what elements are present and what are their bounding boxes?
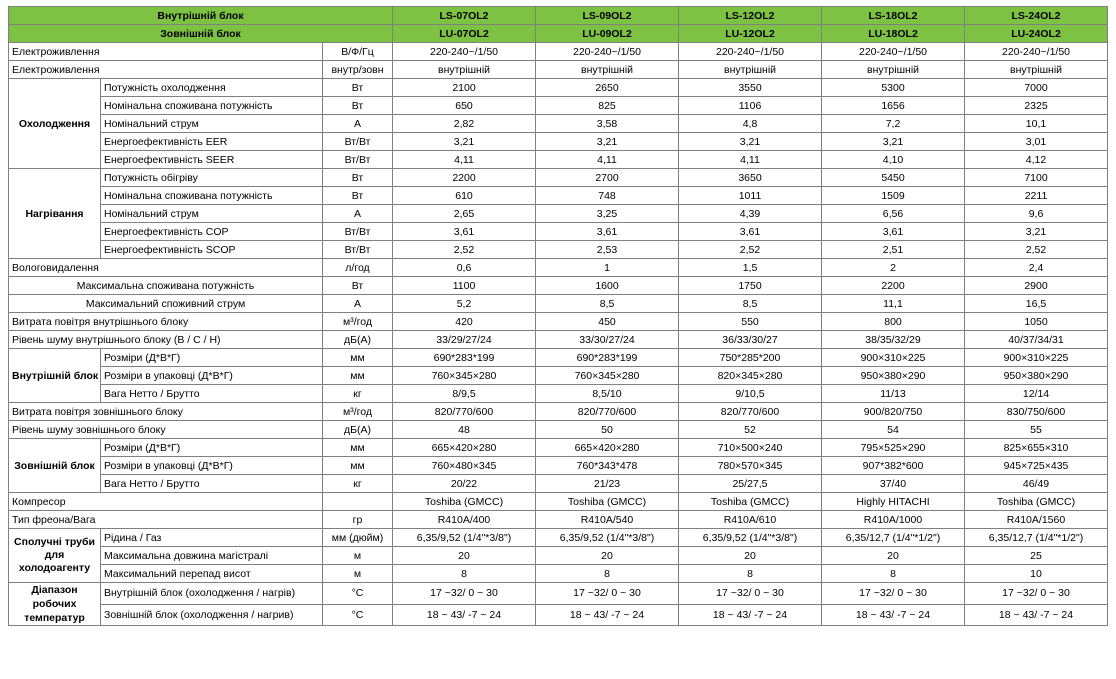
- row-unit: кг: [323, 475, 393, 493]
- row-value-3: 20: [822, 547, 965, 565]
- row-value-4: 830/750/600: [965, 403, 1108, 421]
- row-value-4: 950×380×290: [965, 367, 1108, 385]
- table-row: [9, 187, 1108, 205]
- row-value-2: 25/27,5: [679, 475, 822, 493]
- row-value-0: 1100: [393, 277, 536, 295]
- row-label: Потужність обігріву: [101, 169, 323, 187]
- row-value-0: 5,2: [393, 295, 536, 313]
- row-value-2: 9/10,5: [679, 385, 822, 403]
- row-unit: А: [323, 115, 393, 133]
- group-label-operating-range: Діапазон робочих температур: [9, 583, 101, 626]
- row-unit: м³/год: [323, 313, 393, 331]
- table-header-indoor: [9, 7, 1108, 25]
- group-label-cooling: Охолодження: [9, 79, 101, 169]
- row-value-1: 8,5/10: [536, 385, 679, 403]
- row-value-4: 18 ~ 43/ -7 ~ 24: [965, 604, 1108, 626]
- row-value-4: 55: [965, 421, 1108, 439]
- row-unit: дБ(А): [323, 331, 393, 349]
- row-value-1: 6,35/9,52 (1/4"*3/8"): [536, 529, 679, 547]
- header-indoor-label: Внутрішній блок: [9, 7, 393, 25]
- row-label: Номінальний струм: [101, 205, 323, 223]
- table-row: [9, 565, 1108, 583]
- row-value-2: 3650: [679, 169, 822, 187]
- row-value-2: 780×570×345: [679, 457, 822, 475]
- row-label: Розміри (Д*В*Г): [101, 439, 323, 457]
- row-value-3: 2200: [822, 277, 965, 295]
- row-value-1: 3,25: [536, 205, 679, 223]
- table-row: [9, 421, 1108, 439]
- row-value-3: 38/35/32/29: [822, 331, 965, 349]
- row-value-1: 220-240~/1/50: [536, 43, 679, 61]
- row-label: Потужність охолодження: [101, 79, 323, 97]
- table-row: [9, 295, 1108, 313]
- header-model-outdoor-3: LU-18OL2: [822, 25, 965, 43]
- row-value-4: 6,35/12,7 (1/4"*1/2"): [965, 529, 1108, 547]
- row-value-3: Highly HITACHI: [822, 493, 965, 511]
- row-value-3: 2,51: [822, 241, 965, 259]
- row-value-1: 825: [536, 97, 679, 115]
- row-value-1: R410A/540: [536, 511, 679, 529]
- row-unit: гр: [323, 511, 393, 529]
- table-header-outdoor: [9, 25, 1108, 43]
- row-value-2: 710×500×240: [679, 439, 822, 457]
- row-label: Енергоефективність SCOP: [101, 241, 323, 259]
- header-model-indoor-2: LS-12OL2: [679, 7, 822, 25]
- header-model-indoor-3: LS-18OL2: [822, 7, 965, 25]
- row-value-3: 4,10: [822, 151, 965, 169]
- row-value-0: 690*283*199: [393, 349, 536, 367]
- row-value-2: 220-240~/1/50: [679, 43, 822, 61]
- row-value-2: 4,8: [679, 115, 822, 133]
- row-value-2: 1106: [679, 97, 822, 115]
- row-value-2: 52: [679, 421, 822, 439]
- row-value-2: 1011: [679, 187, 822, 205]
- row-label: Максимальний споживний струм: [9, 295, 323, 313]
- row-value-3: 17 ~32/ 0 ~ 30: [822, 583, 965, 605]
- row-label: Тип фреона/Вага: [9, 511, 323, 529]
- row-unit: °С: [323, 583, 393, 605]
- row-label: Вологовидалення: [9, 259, 323, 277]
- row-unit: Вт: [323, 277, 393, 295]
- row-value-4: 2,52: [965, 241, 1108, 259]
- row-value-0: 6,35/9,52 (1/4"*3/8"): [393, 529, 536, 547]
- row-value-3: 220-240~/1/50: [822, 43, 965, 61]
- table-row: [9, 259, 1108, 277]
- row-value-3: 5450: [822, 169, 965, 187]
- row-value-0: 220-240~/1/50: [393, 43, 536, 61]
- row-value-1: 690*283*199: [536, 349, 679, 367]
- row-value-0: 0,6: [393, 259, 536, 277]
- row-value-1: 748: [536, 187, 679, 205]
- row-unit: Вт/Вт: [323, 241, 393, 259]
- row-unit: м: [323, 565, 393, 583]
- row-value-4: 220-240~/1/50: [965, 43, 1108, 61]
- header-model-indoor-0: LS-07OL2: [393, 7, 536, 25]
- row-unit: мм: [323, 457, 393, 475]
- table-row: [9, 241, 1108, 259]
- row-value-2: 4,39: [679, 205, 822, 223]
- row-value-2: 17 ~32/ 0 ~ 30: [679, 583, 822, 605]
- row-label: Вага Нетто / Брутто: [101, 385, 323, 403]
- row-value-4: 3,01: [965, 133, 1108, 151]
- table-row: [9, 439, 1108, 457]
- row-value-4: 900×310×225: [965, 349, 1108, 367]
- header-model-outdoor-0: LU-07OL2: [393, 25, 536, 43]
- row-value-4: 10: [965, 565, 1108, 583]
- row-value-4: 2325: [965, 97, 1108, 115]
- row-value-4: 945×725×435: [965, 457, 1108, 475]
- table-row: [9, 547, 1108, 565]
- row-label: Енергоефективність COP: [101, 223, 323, 241]
- row-label: Максимальна споживана потужність: [9, 277, 323, 295]
- row-label: Рівень шуму зовнішнього блоку: [9, 421, 323, 439]
- table-row: [9, 493, 1108, 511]
- row-value-2: 8: [679, 565, 822, 583]
- row-label: Вага Нетто / Брутто: [101, 475, 323, 493]
- row-unit: Вт/Вт: [323, 223, 393, 241]
- row-unit: мм (дюйм): [323, 529, 393, 547]
- row-value-2: 6,35/9,52 (1/4"*3/8"): [679, 529, 822, 547]
- row-value-3: 11/13: [822, 385, 965, 403]
- row-value-0: 2,82: [393, 115, 536, 133]
- row-value-2: 3,61: [679, 223, 822, 241]
- row-value-4: 9,6: [965, 205, 1108, 223]
- row-unit: м: [323, 547, 393, 565]
- row-value-1: 33/30/27/24: [536, 331, 679, 349]
- row-unit: В/Ф/Гц: [323, 43, 393, 61]
- row-value-3: 900×310×225: [822, 349, 965, 367]
- row-value-3: 11,1: [822, 295, 965, 313]
- group-label-outdoor-unit: Зовнішній блок: [9, 439, 101, 493]
- row-value-3: 5300: [822, 79, 965, 97]
- table-row: [9, 403, 1108, 421]
- row-value-3: 18 ~ 43/ -7 ~ 24: [822, 604, 965, 626]
- row-value-0: 760×345×280: [393, 367, 536, 385]
- row-value-1: 21/23: [536, 475, 679, 493]
- row-value-4: 17 ~32/ 0 ~ 30: [965, 583, 1108, 605]
- header-model-outdoor-2: LU-12OL2: [679, 25, 822, 43]
- group-label-heating: Нагрівання: [9, 169, 101, 259]
- row-value-0: 2200: [393, 169, 536, 187]
- row-value-2: внутрішній: [679, 61, 822, 79]
- row-unit: Вт: [323, 169, 393, 187]
- row-value-1: 8: [536, 565, 679, 583]
- row-value-0: 820/770/600: [393, 403, 536, 421]
- row-value-4: R410A/1560: [965, 511, 1108, 529]
- row-value-1: 450: [536, 313, 679, 331]
- row-value-0: Toshiba (GMCC): [393, 493, 536, 511]
- row-label: Максимальна довжина магістралі: [101, 547, 323, 565]
- header-model-indoor-4: LS-24OL2: [965, 7, 1108, 25]
- row-value-2: Toshiba (GMCC): [679, 493, 822, 511]
- table-row: [9, 223, 1108, 241]
- header-outdoor-label: Зовнішній блок: [9, 25, 393, 43]
- row-unit: л/год: [323, 259, 393, 277]
- row-value-3: 907*382*600: [822, 457, 965, 475]
- row-value-1: 17 ~32/ 0 ~ 30: [536, 583, 679, 605]
- row-value-0: 420: [393, 313, 536, 331]
- row-unit: мм: [323, 367, 393, 385]
- row-unit: кг: [323, 385, 393, 403]
- row-value-0: 18 ~ 43/ -7 ~ 24: [393, 604, 536, 626]
- row-label: Електроживлення: [9, 43, 323, 61]
- row-value-2: 3550: [679, 79, 822, 97]
- row-value-0: 2,52: [393, 241, 536, 259]
- row-value-1: 50: [536, 421, 679, 439]
- row-value-0: 760×480×345: [393, 457, 536, 475]
- row-value-2: 550: [679, 313, 822, 331]
- row-value-2: 2,52: [679, 241, 822, 259]
- row-label: Рівень шуму внутрішнього блоку (В / С / Н): [9, 331, 323, 349]
- row-value-0: 2,65: [393, 205, 536, 223]
- row-value-3: 1656: [822, 97, 965, 115]
- table-row: [9, 583, 1108, 605]
- row-value-2: 1,5: [679, 259, 822, 277]
- table-row: [9, 277, 1108, 295]
- row-value-2: 820/770/600: [679, 403, 822, 421]
- row-unit: Вт: [323, 187, 393, 205]
- row-value-0: 3,61: [393, 223, 536, 241]
- row-unit: Вт: [323, 79, 393, 97]
- row-value-3: 800: [822, 313, 965, 331]
- row-value-4: 12/14: [965, 385, 1108, 403]
- row-value-2: 8,5: [679, 295, 822, 313]
- row-unit: [323, 493, 393, 511]
- table-row: [9, 367, 1108, 385]
- row-label: Внутрішній блок (охолодження / нагрів): [101, 583, 323, 605]
- row-value-3: 7,2: [822, 115, 965, 133]
- row-value-1: 8,5: [536, 295, 679, 313]
- row-label: Розміри в упаковці (Д*В*Г): [101, 457, 323, 475]
- row-value-1: 3,21: [536, 133, 679, 151]
- row-value-1: Toshiba (GMCC): [536, 493, 679, 511]
- row-value-3: 950×380×290: [822, 367, 965, 385]
- row-value-1: 3,61: [536, 223, 679, 241]
- row-label: Розміри (Д*В*Г): [101, 349, 323, 367]
- row-value-0: 2100: [393, 79, 536, 97]
- row-value-0: 610: [393, 187, 536, 205]
- row-value-3: 1509: [822, 187, 965, 205]
- row-value-4: 2,4: [965, 259, 1108, 277]
- row-label: Номінальний струм: [101, 115, 323, 133]
- row-value-2: 18 ~ 43/ -7 ~ 24: [679, 604, 822, 626]
- row-unit: м³/год: [323, 403, 393, 421]
- table-row: [9, 385, 1108, 403]
- row-value-1: 18 ~ 43/ -7 ~ 24: [536, 604, 679, 626]
- table-row: [9, 133, 1108, 151]
- row-value-1: 2,53: [536, 241, 679, 259]
- row-value-1: 820/770/600: [536, 403, 679, 421]
- row-value-4: 16,5: [965, 295, 1108, 313]
- row-value-4: внутрішній: [965, 61, 1108, 79]
- row-value-3: 3,61: [822, 223, 965, 241]
- row-value-1: 1600: [536, 277, 679, 295]
- row-label: Зовнішній блок (охолодження / нагрив): [101, 604, 323, 626]
- table-row: [9, 169, 1108, 187]
- row-value-4: 25: [965, 547, 1108, 565]
- row-unit: дБ(А): [323, 421, 393, 439]
- row-value-4: 7100: [965, 169, 1108, 187]
- group-label-pipes: Сполучні труби для холодоагенту: [9, 529, 101, 583]
- row-value-0: 8/9,5: [393, 385, 536, 403]
- table-row: [9, 331, 1108, 349]
- row-value-4: 825×655×310: [965, 439, 1108, 457]
- row-value-0: 48: [393, 421, 536, 439]
- table-row: [9, 511, 1108, 529]
- table-row: [9, 529, 1108, 547]
- row-value-0: 8: [393, 565, 536, 583]
- row-value-0: 4,11: [393, 151, 536, 169]
- row-label: Максимальний перепад висот: [101, 565, 323, 583]
- row-value-0: внутрішній: [393, 61, 536, 79]
- table-row: [9, 475, 1108, 493]
- row-value-3: 8: [822, 565, 965, 583]
- header-model-outdoor-4: LU-24OL2: [965, 25, 1108, 43]
- group-label-indoor-unit: Внутрішній блок: [9, 349, 101, 403]
- row-unit: А: [323, 205, 393, 223]
- row-label: Витрата повітря зовнішнього блоку: [9, 403, 323, 421]
- row-value-1: 2650: [536, 79, 679, 97]
- row-value-0: R410A/400: [393, 511, 536, 529]
- table-row: [9, 457, 1108, 475]
- row-value-4: Toshiba (GMCC): [965, 493, 1108, 511]
- row-value-0: 20/22: [393, 475, 536, 493]
- row-value-1: 2700: [536, 169, 679, 187]
- row-unit: мм: [323, 349, 393, 367]
- header-model-outdoor-1: LU-09OL2: [536, 25, 679, 43]
- row-unit: Вт/Вт: [323, 151, 393, 169]
- row-value-0: 650: [393, 97, 536, 115]
- row-value-4: 1050: [965, 313, 1108, 331]
- row-value-3: 795×525×290: [822, 439, 965, 457]
- row-value-3: 2: [822, 259, 965, 277]
- row-value-0: 17 ~32/ 0 ~ 30: [393, 583, 536, 605]
- table-row: [9, 79, 1108, 97]
- row-value-1: 1: [536, 259, 679, 277]
- row-value-4: 10,1: [965, 115, 1108, 133]
- row-label: Номінальна споживана потужність: [101, 187, 323, 205]
- table-row: [9, 115, 1108, 133]
- row-value-4: 40/37/34/31: [965, 331, 1108, 349]
- row-label: Енергоефективність SEER: [101, 151, 323, 169]
- row-value-4: 4,12: [965, 151, 1108, 169]
- row-value-0: 33/29/27/24: [393, 331, 536, 349]
- row-value-3: 3,21: [822, 133, 965, 151]
- row-value-4: 2211: [965, 187, 1108, 205]
- row-value-2: 4,11: [679, 151, 822, 169]
- row-value-0: 20: [393, 547, 536, 565]
- row-value-1: 760×345×280: [536, 367, 679, 385]
- row-value-4: 2900: [965, 277, 1108, 295]
- row-unit: внутр/зовн: [323, 61, 393, 79]
- row-value-2: 20: [679, 547, 822, 565]
- row-value-2: R410A/610: [679, 511, 822, 529]
- row-unit: мм: [323, 439, 393, 457]
- row-label: Електроживлення: [9, 61, 323, 79]
- row-value-3: 37/40: [822, 475, 965, 493]
- row-value-3: 6,56: [822, 205, 965, 223]
- specifications-table: [8, 6, 1108, 626]
- row-unit: Вт/Вт: [323, 133, 393, 151]
- row-label: Номінальна споживана потужність: [101, 97, 323, 115]
- table-row: [9, 205, 1108, 223]
- row-value-1: 760*343*478: [536, 457, 679, 475]
- row-value-1: внутрішній: [536, 61, 679, 79]
- row-label: Рідина / Газ: [101, 529, 323, 547]
- row-value-3: внутрішній: [822, 61, 965, 79]
- table-row: [9, 349, 1108, 367]
- row-value-3: 54: [822, 421, 965, 439]
- row-value-1: 3,58: [536, 115, 679, 133]
- row-value-2: 820×345×280: [679, 367, 822, 385]
- row-value-2: 750*285*200: [679, 349, 822, 367]
- row-unit: А: [323, 295, 393, 313]
- row-value-3: 6,35/12,7 (1/4"*1/2"): [822, 529, 965, 547]
- row-value-1: 20: [536, 547, 679, 565]
- row-value-0: 3,21: [393, 133, 536, 151]
- table-row: [9, 61, 1108, 79]
- table-row: [9, 97, 1108, 115]
- table-row: [9, 151, 1108, 169]
- row-value-4: 7000: [965, 79, 1108, 97]
- row-label: Компресор: [9, 493, 323, 511]
- row-value-1: 665×420×280: [536, 439, 679, 457]
- table-row: [9, 43, 1108, 61]
- row-value-4: 46/49: [965, 475, 1108, 493]
- table-row: [9, 313, 1108, 331]
- row-label: Розміри в упаковці (Д*В*Г): [101, 367, 323, 385]
- row-value-3: 900/820/750: [822, 403, 965, 421]
- row-label: Витрата повітря внутрішнього блоку: [9, 313, 323, 331]
- row-value-3: R410A/1000: [822, 511, 965, 529]
- row-unit: °С: [323, 604, 393, 626]
- row-value-0: 665×420×280: [393, 439, 536, 457]
- row-unit: Вт: [323, 97, 393, 115]
- header-model-indoor-1: LS-09OL2: [536, 7, 679, 25]
- row-value-2: 36/33/30/27: [679, 331, 822, 349]
- row-value-1: 4,11: [536, 151, 679, 169]
- row-label: Енергоефективність EER: [101, 133, 323, 151]
- row-value-2: 3,21: [679, 133, 822, 151]
- table-row: [9, 604, 1108, 626]
- row-value-2: 1750: [679, 277, 822, 295]
- row-value-4: 3,21: [965, 223, 1108, 241]
